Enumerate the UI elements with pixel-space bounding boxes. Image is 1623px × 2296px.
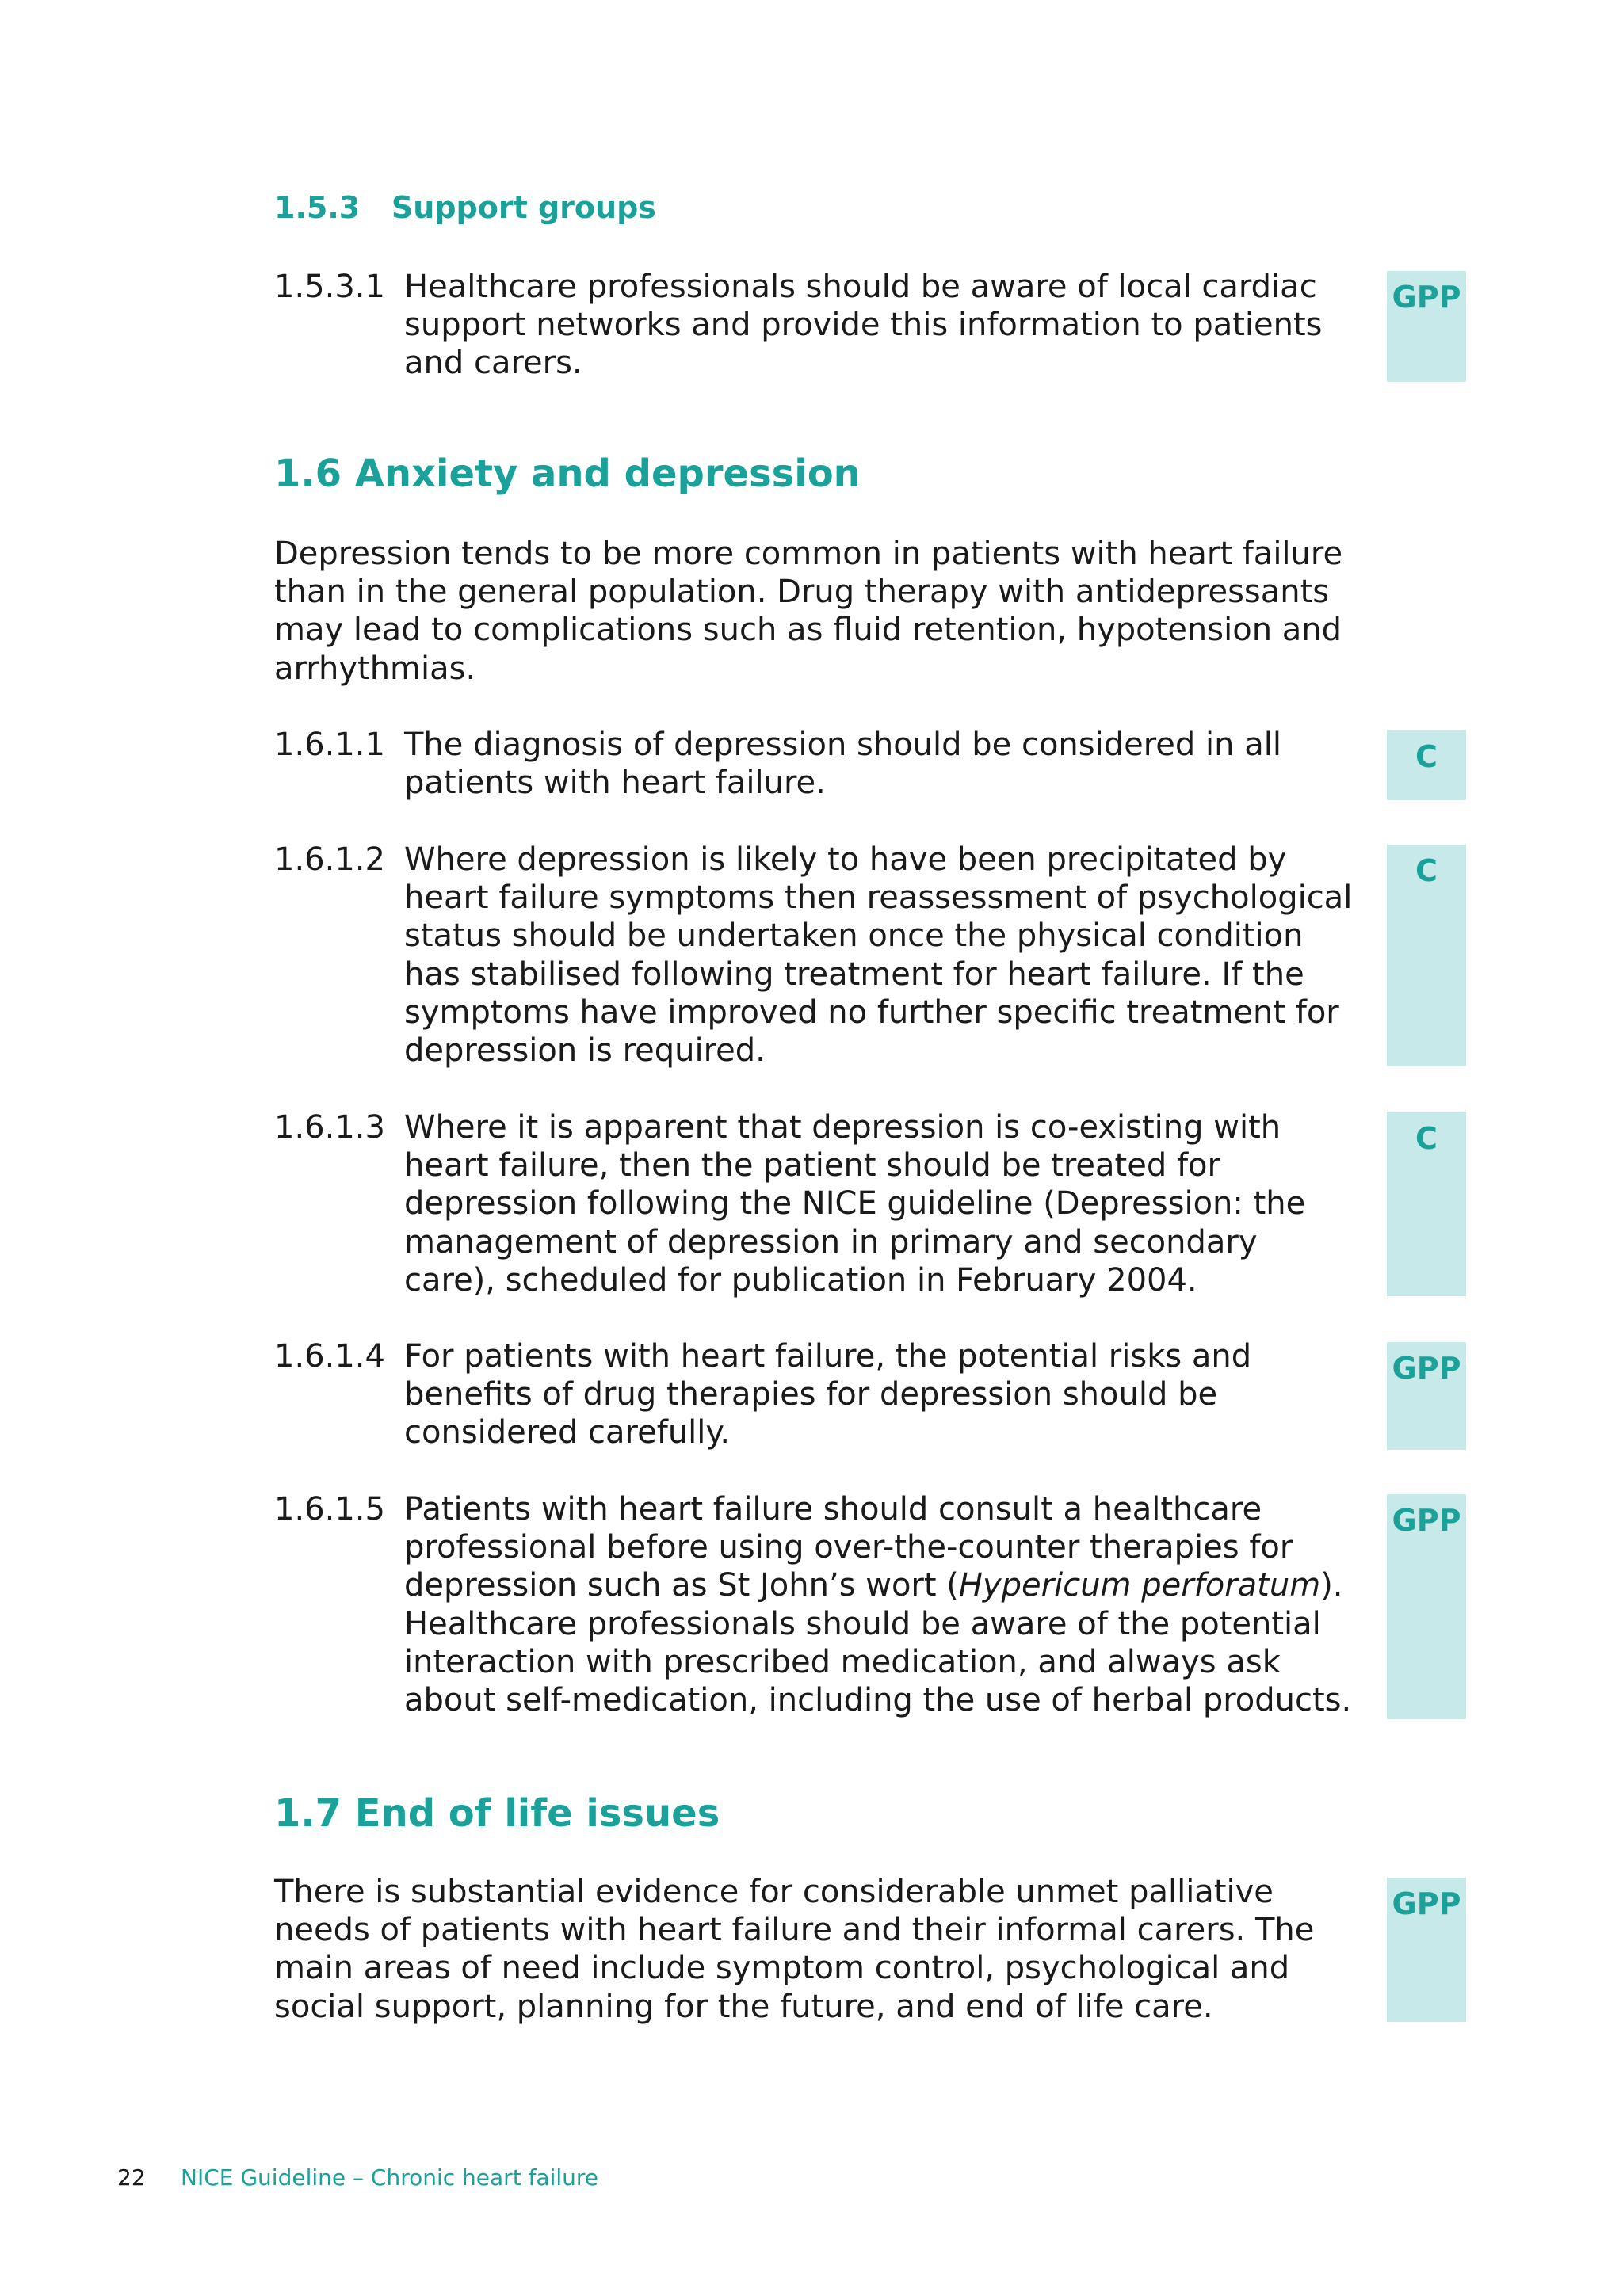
grade-label: C bbox=[1415, 739, 1438, 774]
grade-label: GPP bbox=[1392, 1351, 1461, 1386]
species-name: Hypericum perforatum bbox=[958, 1567, 1321, 1604]
grade-badge bbox=[1387, 845, 1466, 1066]
grade-badge bbox=[1387, 1494, 1466, 1719]
grade-badge bbox=[1387, 1878, 1466, 2022]
grade-label: GPP bbox=[1392, 1503, 1461, 1538]
recommendation-number: 1.6.1.3 bbox=[274, 1109, 385, 1146]
grade-badge bbox=[1387, 271, 1466, 382]
recommendation-text: Where depression is likely to have been precipitated by heart failure symptoms then reassessment of psychological status should be undertaken once the physical condition has stabilised following treatment for heart failure. If the symptoms have improved no further specific treatment for depression is required. bbox=[404, 841, 1353, 1070]
grade-badge bbox=[1387, 1112, 1466, 1296]
recommendation-text: Where it is apparent that depression is co-existing with heart failure, then the patient should be treated for depression following the NICE guideline (Depression: the management of depression in primary and secondary care), scheduled for publication in February 2004. bbox=[404, 1109, 1306, 1299]
recommendation-text: For patients with heart failure, the potential risks and benefits of drug therapies for depression should be considered carefully. bbox=[404, 1338, 1252, 1451]
subsection-heading: 1.5.3 Support groups bbox=[274, 190, 656, 225]
grade-label: C bbox=[1415, 1121, 1438, 1156]
grade-label: GPP bbox=[1392, 1886, 1461, 1921]
recommendation-text: Patients with heart failure should consult a healthcare professional before using over-the-counter therapies for depression such as St John’s wort (Hypericum perforatum). Healthcare professionals should be aware of the potential interaction with prescribed medication, and always ask about self-medication, including the use of herbal products. bbox=[404, 1491, 1352, 1719]
recommendation-number: 1.6.1.2 bbox=[274, 841, 385, 878]
grade-badge bbox=[1387, 730, 1466, 800]
intro-paragraph: Depression tends to be more common in patients with heart failure than in the general population. Drug therapy with antidepressants may lead to complications such as fluid retention, hypotension and arrhythmias. bbox=[274, 536, 1343, 687]
page-number: 22 bbox=[117, 2164, 146, 2191]
section-heading: 1.7 End of life issues bbox=[274, 1791, 720, 1836]
footer-title: NICE Guideline – Chronic heart failure bbox=[181, 2164, 599, 2191]
grade-label: C bbox=[1415, 853, 1438, 888]
grade-label: GPP bbox=[1392, 280, 1461, 315]
recommendation-text: The diagnosis of depression should be considered in all patients with heart failure. bbox=[404, 727, 1281, 802]
recommendation-text: Healthcare professionals should be aware of local cardiac support networks and provide this information to patients and carers. bbox=[404, 269, 1323, 382]
recommendation-number: 1.6.1.5 bbox=[274, 1491, 385, 1527]
section-heading: 1.6 Anxiety and depression bbox=[274, 452, 861, 496]
intro-paragraph: There is substantial evidence for considerable unmet palliative needs of patients with heart failure and their informal carers. The main areas of need include symptom control, psychological and social support, planning for the future, and end of life care. bbox=[274, 1874, 1315, 2025]
recommendation-number: 1.5.3.1 bbox=[274, 269, 385, 305]
grade-badge bbox=[1387, 1342, 1466, 1450]
recommendation-number: 1.6.1.4 bbox=[274, 1338, 385, 1375]
recommendation-number: 1.6.1.1 bbox=[274, 727, 385, 763]
